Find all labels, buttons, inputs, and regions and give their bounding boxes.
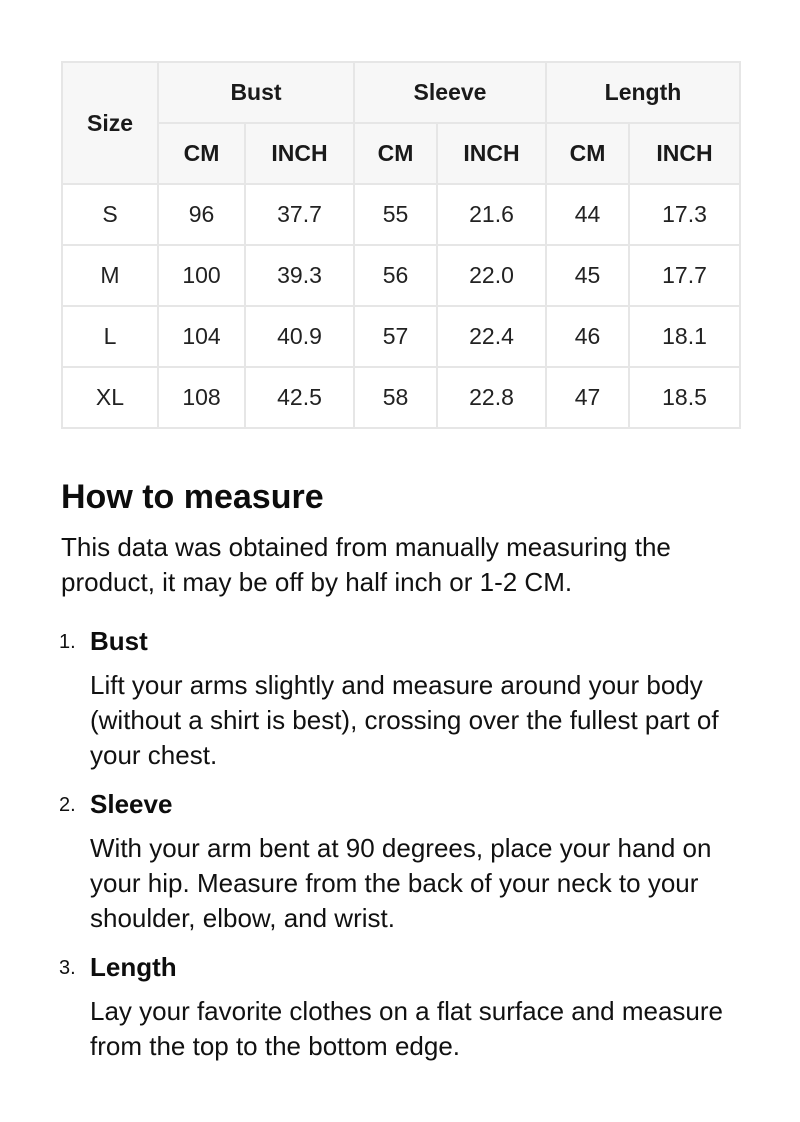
- value-cell: 55: [354, 184, 437, 245]
- table-row: [62, 306, 740, 367]
- size-chart-table: [61, 61, 741, 429]
- value-cell: 58: [354, 367, 437, 428]
- step-title: Length: [90, 952, 177, 982]
- bust-group-header: Bust: [158, 62, 354, 123]
- table-row: [62, 184, 740, 245]
- step-number: 3.: [59, 957, 76, 979]
- table-row: [62, 367, 740, 428]
- value-cell: 22.4: [437, 306, 546, 367]
- unit-header: CM: [158, 123, 245, 184]
- value-cell: 104: [158, 306, 245, 367]
- step-description: With your arm bent at 90 degrees, place your hand on your hip. Measure from the back of your neck to your shoulder, elbow, and wrist.: [90, 833, 712, 933]
- value-cell: 18.5: [629, 367, 740, 428]
- table-header-row-groups: [62, 62, 740, 123]
- value-cell: 56: [354, 245, 437, 306]
- value-cell: 18.1: [629, 306, 740, 367]
- table-row: [62, 245, 740, 306]
- value-cell: 100: [158, 245, 245, 306]
- measure-steps-list: [61, 622, 751, 1076]
- step-title: Bust: [90, 626, 148, 656]
- unit-header: INCH: [437, 123, 546, 184]
- value-cell: 22.0: [437, 245, 546, 306]
- list-item: [61, 622, 751, 773]
- measure-intro-text: This data was obtained from manually measuring the product, it may be off by half inch or 1-2 CM.: [61, 532, 671, 597]
- how-to-measure-heading: How to measure: [61, 478, 324, 516]
- value-cell: 47: [546, 367, 629, 428]
- size-column-header: Size: [62, 62, 158, 184]
- value-cell: 108: [158, 367, 245, 428]
- unit-header: INCH: [629, 123, 740, 184]
- unit-header: INCH: [245, 123, 354, 184]
- step-number: 1.: [59, 631, 76, 653]
- table-header-row-units: [62, 123, 740, 184]
- sleeve-group-header: Sleeve: [354, 62, 546, 123]
- length-group-header: Length: [546, 62, 740, 123]
- size-cell: L: [62, 306, 158, 367]
- value-cell: 37.7: [245, 184, 354, 245]
- step-description: Lift your arms slightly and measure around your body (without a shirt is best), crossing over the fullest part of your chest.: [90, 670, 719, 770]
- value-cell: 40.9: [245, 306, 354, 367]
- value-cell: 42.5: [245, 367, 354, 428]
- list-item: [61, 948, 751, 1064]
- size-cell: M: [62, 245, 158, 306]
- unit-header: CM: [354, 123, 437, 184]
- step-description: Lay your favorite clothes on a flat surface and measure from the top to the bottom edge.: [90, 996, 724, 1061]
- value-cell: 46: [546, 306, 629, 367]
- unit-header: CM: [546, 123, 629, 184]
- list-item: [61, 785, 751, 936]
- value-cell: 57: [354, 306, 437, 367]
- value-cell: 22.8: [437, 367, 546, 428]
- value-cell: 17.3: [629, 184, 740, 245]
- value-cell: 21.6: [437, 184, 546, 245]
- size-cell: S: [62, 184, 158, 245]
- value-cell: 39.3: [245, 245, 354, 306]
- value-cell: 45: [546, 245, 629, 306]
- value-cell: 17.7: [629, 245, 740, 306]
- value-cell: 44: [546, 184, 629, 245]
- size-cell: XL: [62, 367, 158, 428]
- step-title: Sleeve: [90, 789, 173, 819]
- step-number: 2.: [59, 794, 76, 816]
- value-cell: 96: [158, 184, 245, 245]
